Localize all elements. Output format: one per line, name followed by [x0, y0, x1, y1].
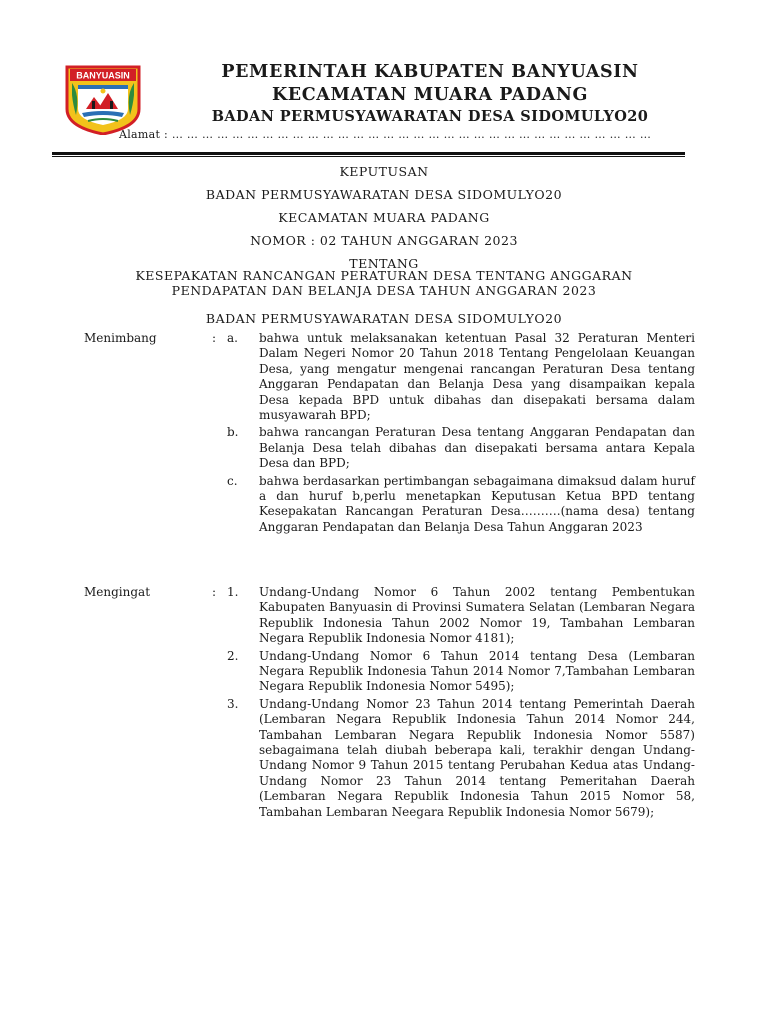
logo-text: BANYUASIN: [76, 70, 130, 81]
section-label: Menimbang: [84, 331, 157, 345]
section-colon: :: [212, 331, 217, 345]
decision-subject-line-1: KESEPAKATAN RANCANGAN PERATURAN DESA TENTANG ANGGARAN: [135, 268, 633, 283]
list-marker: a.: [227, 331, 238, 345]
decision-body-name: BADAN PERMUSYAWARATAN DESA SIDOMULYO20: [205, 187, 563, 202]
list-item-text: bahwa berdasarkan pertimbangan sebagaimana dimaksud dalam huruf a dan huruf b,perlu menetapkan Keputusan Ketua BPD tentang Kesepakatan Rancangan Peraturan Desa……….(nama desa) tentang Anggaran Pendapatan dan Belanja Desa Tahun Anggaran 2023: [259, 473, 695, 534]
decision-district: KECAMATAN MUARA PADANG: [278, 210, 490, 225]
list-item-text: bahwa rancangan Peraturan Desa tentang Anggaran Pendapatan dan Belanja Desa telah dibahas dan disepakati bersama antara Kepala Desa dan BPD;: [259, 425, 695, 471]
list-marker: 3.: [227, 696, 239, 711]
decision-title: KEPUTUSAN: [339, 164, 429, 179]
decision-number: NOMOR : 02 TAHUN ANGGARAN 2023: [250, 233, 518, 248]
banyuasin-crest-icon: [64, 65, 142, 135]
list-item-text: Undang-Undang Nomor 6 Tahun 2002 tentang Pembentukan Kabupaten Banyuasin di Provinsi Sumatera Selatan (Lembaran Negara Republik Indonesia Tahun 2002 Nomor 19, Tambahan Lembaran Negara Republik Indonesia Nomor 4181);: [259, 585, 695, 646]
list-item-text: bahwa untuk melaksanakan ketentuan Pasal 32 Peraturan Menteri Dalam Negeri Nomor 20 Tahun 2018 Tentang Pengelolaan Keuangan Desa, yang mengatur mengenai rancangan Peraturan Desa tentang Anggaran Pendapatan dan Belanja Desa yang disampaikan kepala Desa kepada BPD untuk dibahas dan disepakati bersama dalam musyawarah BPD;: [259, 331, 695, 423]
section-label: Mengingat: [84, 585, 151, 599]
list-item: [227, 474, 695, 536]
list-item-text: Undang-Undang Nomor 23 Tahun 2014 tentang Pemerintah Daerah (Lembaran Negara Republik Indonesia Tahun 2014 Nomor 244, Tambahan Lembaran Negara Republik Indonesia Nomor 5587) sebagaimana telah diubah beberapa kali, terakhir dengan Undang-Undang Nomor 9 Tahun 2015 tentang Perubahan Kedua atas Undang-Undang Nomor 23 Tahun 2014 tentang Pemeritahan Daerah (Lembaran Negara Republik Indonesia Tahun 2015 Nomor 58, Tambahan Lembaran Neegara Republik Indonesia Nomor 5679);: [259, 696, 695, 819]
list-marker: c.: [227, 473, 238, 488]
decision-subject: [60, 268, 708, 298]
list-marker: 2.: [227, 648, 239, 663]
decision-about: TENTANG: [349, 256, 419, 271]
list-item: [227, 585, 695, 647]
address-line: Alamat : … … … … … … … … … … … … … … … … … … … … … … … … … … … … … … … …: [119, 128, 652, 141]
mengingat-list: [227, 585, 695, 822]
list-item: [227, 649, 695, 695]
letterhead-line-2: KECAMATAN MUARA PADANG: [271, 85, 589, 105]
list-item: [227, 425, 695, 471]
list-item: [227, 697, 695, 820]
decision-issuer: BADAN PERMUSYAWARATAN DESA SIDOMULYO20: [205, 311, 563, 326]
list-marker: 1.: [227, 585, 239, 599]
decision-subject-line-2: PENDAPATAN DAN BELANJA DESA TAHUN ANGGARAN 2023: [171, 283, 597, 298]
list-item-text: Undang-Undang Nomor 6 Tahun 2014 tentang Desa (Lembaran Negara Republik Indonesia Tahun 2014 Nomor 7,Tambahan Lembaran Negara Republik Indonesia Nomor 5495);: [259, 648, 695, 694]
list-item: [227, 331, 695, 423]
section-colon: :: [212, 585, 217, 599]
menimbang-list: [227, 331, 695, 537]
letterhead-line-3: BADAN PERMUSYAWARATAN DESA SIDOMULYO20: [211, 108, 649, 125]
letterhead-divider-thin: [52, 156, 685, 157]
letterhead-line-1: PEMERINTAH KABUPATEN BANYUASIN: [221, 62, 639, 82]
list-marker: b.: [227, 425, 239, 440]
letterhead-divider-thick: [52, 152, 685, 155]
